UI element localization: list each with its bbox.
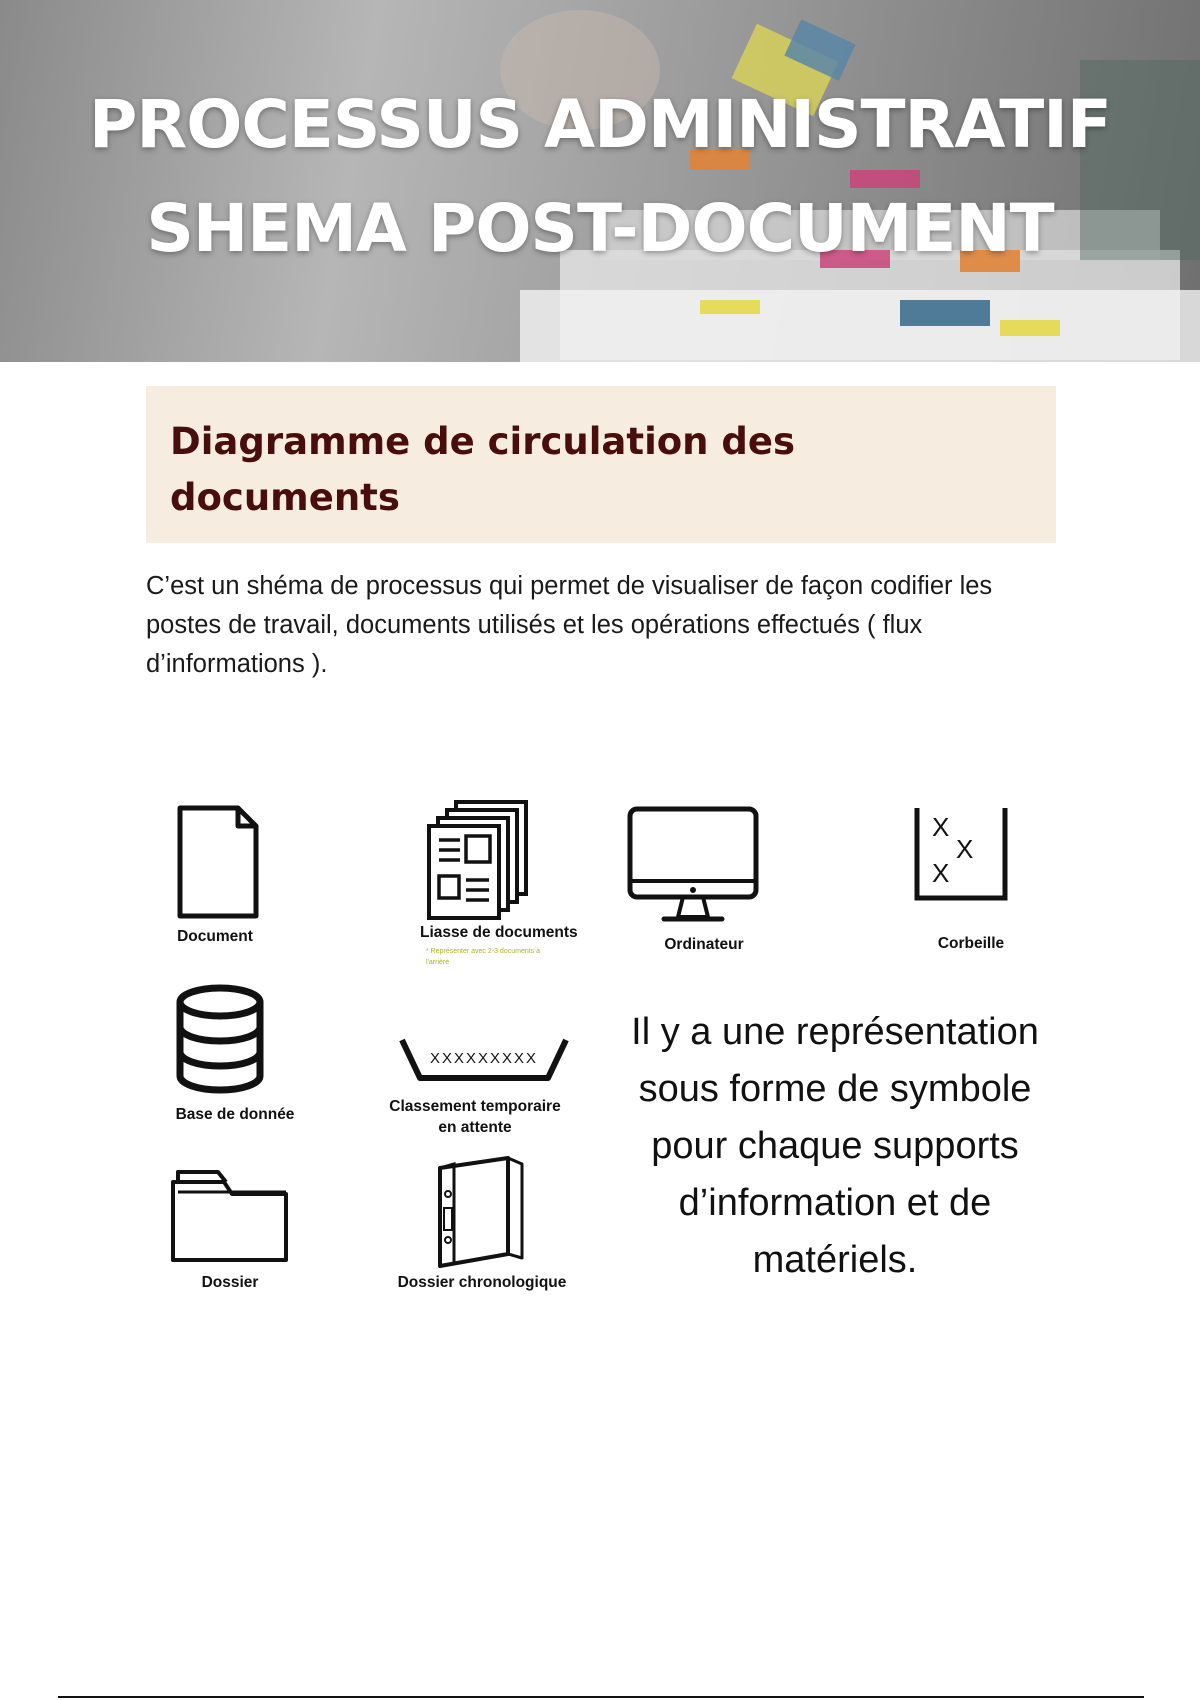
document-icon: [176, 804, 260, 920]
folder-icon: [168, 1164, 292, 1266]
classement-label-line2: en attente: [438, 1119, 512, 1136]
database-icon: [174, 984, 266, 1094]
hero-title-line1: PROCESSUS ADMINISTRATIF: [89, 86, 1111, 163]
trash-bin-icon: [912, 806, 1010, 902]
classement-label-line1: Classement temporaire: [389, 1098, 561, 1115]
section-header-box: [146, 386, 1056, 543]
section-title: Diagramme de circulation des documents: [170, 420, 796, 519]
ordinateur-label: Ordinateur: [664, 936, 744, 953]
computer-monitor-icon: [626, 805, 760, 927]
document-label: Document: [177, 928, 253, 945]
liasse-note: * Représenter avec 2-3 documents à l'arrière: [426, 948, 541, 966]
hero-background-photo: [0, 0, 1200, 362]
temporary-filing-tray-icon: [398, 1036, 570, 1082]
classement-label: [380, 1096, 570, 1138]
corbeille-label: Corbeille: [937, 935, 1005, 952]
intro-paragraph: C’est un shéma de processus qui permet de visualiser de façon codifier les postes de travail, documents utilisés et les opérations effectués ( flux d’informations ).: [146, 572, 993, 678]
hero-title-line2: SHEMA POST-DOCUMENT: [146, 190, 1054, 267]
dossier-label: Dossier: [201, 1274, 259, 1291]
svg-text:X: X: [932, 812, 950, 842]
symbols-explanation: Il y a une représentation sous forme de symbole pour chaque supports d’information et de matériels.: [631, 1011, 1039, 1281]
svg-text:X: X: [932, 858, 950, 888]
hero-banner: [0, 0, 1200, 362]
tray-marks: XXXXXXXXX: [429, 1050, 539, 1067]
liasse-label: Liasse de documents: [420, 924, 578, 941]
base-label: Base de donnée: [175, 1106, 295, 1123]
binder-icon: [436, 1154, 528, 1274]
footer-divider: [58, 1696, 1144, 1698]
chrono-label: Dossier chronologique: [397, 1274, 567, 1291]
document-stack-icon: [426, 798, 530, 922]
svg-text:X: X: [956, 834, 974, 864]
